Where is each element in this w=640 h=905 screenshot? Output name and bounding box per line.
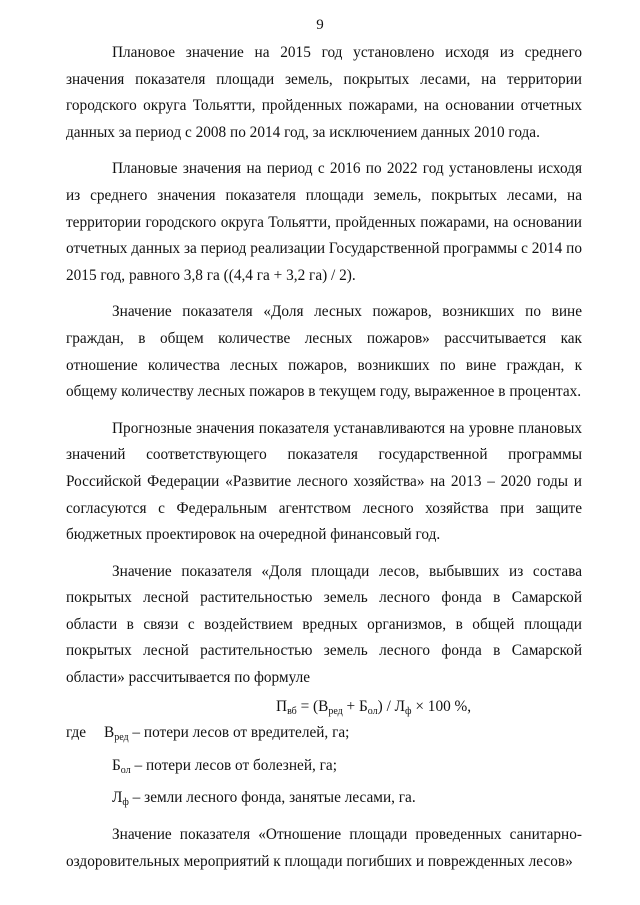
paragraph-fire-share: Значение показателя «Доля лесных пожаров, возникших по вине граждан, в общем количестве лесных пожаров» рассчитывается как отношение количества лесных пожаров, возникших по вине граждан, к общему количеству лесных пожаров в текущем году, выраженное в процентах.: [66, 303, 582, 401]
definition-item: [66, 720, 582, 747]
definition-lead-word: где: [66, 724, 87, 742]
definition-symbol-sub: ф: [122, 797, 129, 809]
formula-plus: + Б: [342, 697, 368, 715]
definition-text: – потери лесов от болезней, га;: [130, 756, 337, 774]
formula-lhs-sub: вб: [287, 705, 297, 717]
formula-eq: = (В: [296, 697, 329, 715]
formula: [66, 694, 582, 721]
definition-symbol-sub: ол: [120, 764, 131, 776]
formula-lhs: П: [276, 697, 288, 715]
formula-term3-sub: ф: [405, 705, 412, 717]
formula-term1-sub: ред: [328, 705, 343, 717]
paragraph-forecast-values: Прогнозные значения показателя устанавливаются на уровне плановых значений соответствующего показателя государственной программы Российской Федерации «Развитие лесного хозяйства» на 2013 – 2020 годы и согласуются с Федеральным агентством лесного хозяйства при защите бюджетных проектировок на очередной финансовый год.: [66, 419, 582, 544]
paragraph-plan-2016-2022: Плановые значения на период с 2016 по 2022 год установлены исходя из среднего значения показателя площади земель, покрытых лесами, на территории городского округа Тольятти, пройденных пожарами, на основании отчетных данных за период реализации Государственной программы с 2014 по 2015 год, равного 3,8 га ((4,4 га + 3,2 га) / 2).: [66, 160, 582, 284]
definition-symbol: Л: [112, 789, 123, 807]
definition-text: – земли лесного фонда, занятые лесами, га.: [128, 789, 416, 807]
definition-text: – потери лесов от вредителей, га;: [128, 724, 350, 742]
document-body: [66, 40, 582, 875]
formula-term2-sub: ол: [367, 705, 378, 717]
page-number: 9: [316, 17, 324, 33]
paragraph-forest-loss-share: Значение показателя «Доля площади лесов, выбывших из состава покрытых лесной растительностью земель лесного фонда в Самарской области в связи с воздействием вредных организмов, в общей площади покрытых лесной растительностью земель лесного фонда в Самарской области» рассчитывается по формуле: [66, 562, 582, 687]
definition-symbol-sub: ред: [114, 732, 129, 744]
paragraph-sanitary-measures: Значение показателя «Отношение площади проведенных санитарно-оздоровительных мероприятий к площади погибших и поврежденных лесов»: [66, 826, 582, 870]
definition-symbol: В: [104, 724, 115, 742]
definition-item: [66, 785, 582, 812]
formula-tail: × 100 %,: [411, 697, 472, 715]
definition-item: [66, 753, 582, 780]
formula-div: ) / Л: [377, 697, 406, 715]
paragraph-plan-2015: Плановое значение на 2015 год установлено исходя из среднего значения показателя площади земель, покрытых лесами, на территории городского округа Тольятти, пройденных пожарами, на основании отчетных данных за период с 2008 по 2014 год, за исключением данных 2010 года.: [66, 44, 582, 141]
definition-symbol: Б: [112, 756, 121, 774]
